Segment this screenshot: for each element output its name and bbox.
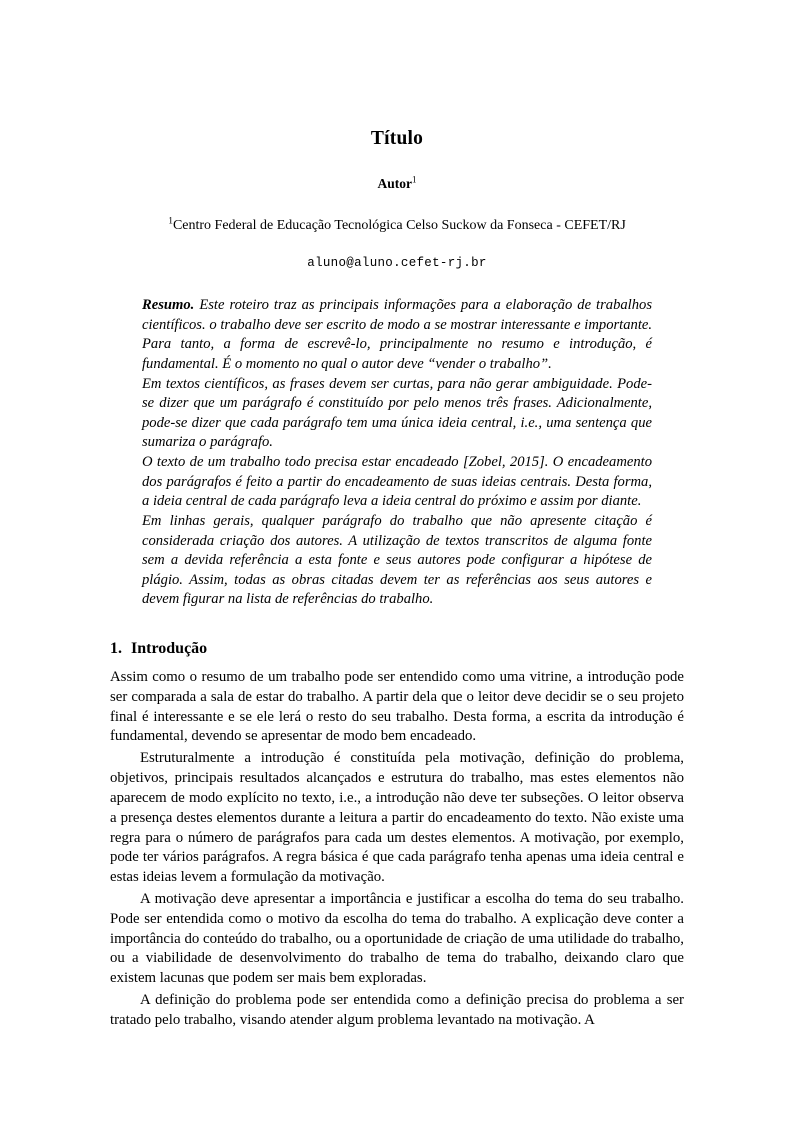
author-footnote-marker: 1 bbox=[412, 174, 417, 185]
abstract-paragraph-1-text: Este roteiro traz as principais informações para a elaboração de trabalhos científicos. o trabalho deve ser escrito de modo a se mostrar interessante e importante. Para tanto, a forma de escrevê-lo, principalmente no resumo e introdução, é fundamental. É o momento no qual o autor deve “vender o trabalho”. bbox=[142, 297, 653, 372]
abstract-paragraph-4: Em linhas gerais, qualquer parágrafo do trabalho que não apresente citação é considerada criação dos autores. A utilização de textos transcritos de alguma fonte sem a devida referência a esta fonte e seus autores pode configurar a hipótese de plágio. Assim, todas as obras citadas devem ter as referências aos seus autores e devem figurar na lista de referências do trabalho. bbox=[142, 512, 652, 608]
affiliation-line bbox=[110, 218, 684, 234]
author-name: Autor bbox=[377, 176, 412, 191]
abstract-paragraph-3: O texto de um trabalho todo precisa estar encadeado [Zobel, 2015]. O encadeamento dos parágrafos é feito a partir do encadeamento de suas ideias centrais. Desta forma, a ideia central de cada parágrafo leva a ideia central do próximo e assim por diante. bbox=[142, 454, 652, 510]
author-email: aluno@aluno.cefet-rj.br bbox=[307, 256, 487, 270]
section-paragraph-4: A definição do problema pode ser entendida como a definição precisa do problema a ser tratado pelo trabalho, visando atender algum problema levantado na motivação. A bbox=[110, 992, 684, 1028]
section-title: Introdução bbox=[131, 640, 208, 657]
section-paragraph-2: Estruturalmente a introdução é constituída pela motivação, definição do problema, objetivos, principais resultados alcançados e estrutura do trabalho, mas estes elementos não aparecem de modo explícito no texto, i.e., a introdução não deve ter subseções. O leitor observa a presença destes elementos durante a leitura a partir do encadeamento do texto. Não existe uma regra para o número de parágrafos para cada um destes elementos. A motivação, por exemplo, pode ter vários parágrafos. A regra básica é que cada parágrafo tenha apenas uma ideia central e estas ideias levem a formulação da motivação. bbox=[110, 750, 684, 886]
section-heading-introducao bbox=[110, 640, 684, 658]
section-paragraph-3: A motivação deve apresentar a importância e justificar a escolha do tema do seu trabalho. Pode ser entendida como o motivo da escolha do tema do trabalho. A explicação deve conter a importância do conteúdo do trabalho, ou a oportunidade de criação de uma utilidade do trabalho, ou a viabilidade de desenvolvimento do trabalho de tema do trabalho, deixando claro que existem lacunas que podem ser mais bem exploradas. bbox=[110, 890, 684, 987]
abstract-paragraph-1 bbox=[142, 296, 652, 375]
page-title: Título bbox=[370, 128, 424, 149]
abstract-label: Resumo. bbox=[142, 297, 195, 313]
abstract-paragraph-2: Em textos científicos, as frases devem ser curtas, para não gerar ambiguidade. Pode-se dizer que um parágrafo é constituído por pelo menos três frases. Adicionalmente, pode-se dizer que cada parágrafo tem uma única ideia central, i.e., uma sentença que sumariza o parágrafo. bbox=[142, 375, 652, 451]
section-number: 1. bbox=[110, 640, 122, 657]
author-line bbox=[110, 176, 684, 192]
affiliation-marker: 1 bbox=[168, 216, 173, 227]
abstract-block bbox=[142, 296, 652, 610]
section-paragraph-1: Assim como o resumo de um trabalho pode ser entendido como uma vitrine, a introdução pode ser comparada a sala de estar do trabalho. A partir dela que o leitor deve decidir se o seu projeto final é interessante e se ele lerá o resto do seu trabalho. Desta forma, a escrita da introdução é fundamental, devendo se apresentar de modo bem encadeado. bbox=[110, 669, 684, 745]
affiliation-text: Centro Federal de Educação Tecnológica Celso Suckow da Fonseca - CEFET/RJ bbox=[172, 218, 626, 233]
